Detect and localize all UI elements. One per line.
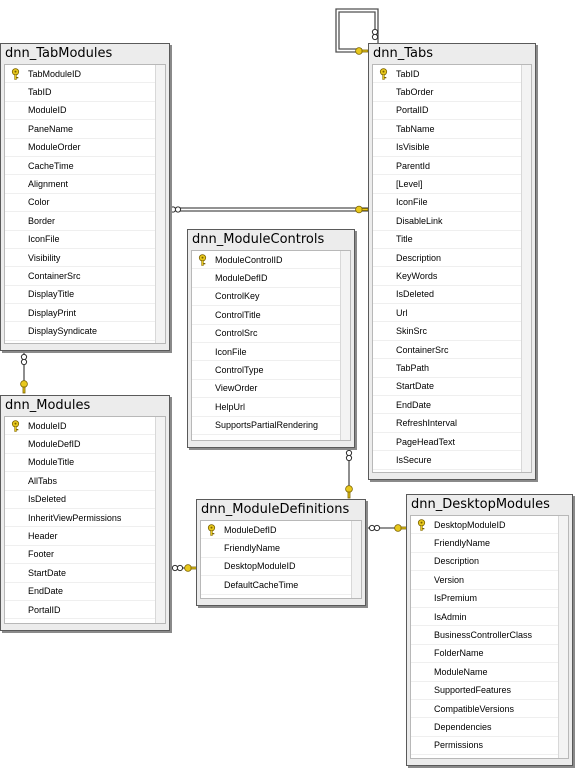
infinity-icon [170,207,180,212]
field-row[interactable] [5,267,165,285]
field-row[interactable] [201,521,361,539]
field-row[interactable] [373,139,531,157]
field-name: ControlTitle [215,309,261,320]
infinity-icon [172,565,182,570]
field-list [4,64,166,344]
field-row[interactable] [5,472,165,490]
key-icon [5,68,26,80]
field-name: ModuleDefID [215,273,268,284]
field-row[interactable] [5,564,165,582]
field-name: BusinessControllerClass [434,630,533,641]
field-name: ContainerSrc [28,270,81,281]
field-row[interactable] [5,83,165,101]
field-name: SupportedFeatures [434,685,512,696]
field-name: Dependencies [434,721,492,732]
field-name: IconFile [28,234,60,245]
field-row[interactable] [5,157,165,175]
field-row[interactable] [192,343,350,361]
field-row[interactable] [411,608,568,626]
field-name: ModuleID [28,420,67,431]
field-name: Description [396,252,442,263]
field-row[interactable] [411,663,568,681]
field-row[interactable] [373,341,531,359]
table-title: dnn_Modules [5,398,91,413]
field-row[interactable] [373,249,531,267]
field-name: HelpUrl [215,401,246,412]
field-row[interactable] [411,718,568,736]
field-list [410,515,569,759]
field-row[interactable] [192,306,350,324]
field-row[interactable] [192,380,350,398]
field-row[interactable] [411,682,568,700]
field-name: FriendlyName [434,538,491,549]
field-row[interactable] [411,553,568,571]
field-name: CacheTime [28,160,74,171]
field-name: FolderName [434,648,484,659]
field-name: ModuleOrder [28,142,81,153]
field-row[interactable] [201,539,361,557]
field-name: PortalID [28,604,61,615]
field-row[interactable] [201,558,361,576]
field-name: ModuleName [434,666,488,677]
field-name: ModuleTitle [28,457,75,468]
field-name: ModuleID [28,105,67,116]
field-name: DisableLink [396,215,443,226]
field-name: Title [396,234,413,245]
field-name: TabPath [396,362,430,373]
field-row[interactable] [373,157,531,175]
field-row[interactable] [411,737,568,755]
key-icon [356,48,368,55]
field-row[interactable] [5,212,165,230]
field-row[interactable] [373,433,531,451]
field-name: ViewOrder [215,383,258,394]
field-name: DefaultCacheTime [224,579,299,590]
field-name: TabName [396,123,435,134]
field-name: Footer [28,549,55,560]
field-row[interactable] [373,304,531,322]
field-name: IsSecure [396,454,432,465]
key-icon [201,524,222,536]
table-dnn-tabmodules[interactable] [0,43,170,351]
field-row[interactable] [373,451,531,469]
field-name: SkinSrc [396,326,428,337]
key-icon [373,68,394,80]
key-icon [192,254,213,266]
field-row[interactable] [5,231,165,249]
field-row[interactable] [5,194,165,212]
field-name: RefreshInterval [396,418,458,429]
field-row[interactable] [5,527,165,545]
field-row[interactable] [411,590,568,608]
field-row[interactable] [5,286,165,304]
field-name: TabID [396,68,420,79]
field-row[interactable] [373,286,531,304]
field-name: DesktopModuleID [434,519,506,530]
field-name: FriendlyName [224,543,281,554]
field-name: ParentId [396,160,431,171]
field-name: Alignment [28,179,69,190]
field-row[interactable] [373,212,531,230]
field-name: KeyWords [396,270,438,281]
field-name: ModuleDefID [28,439,81,450]
field-row[interactable] [411,571,568,589]
key-icon [21,381,28,393]
infinity-icon [372,29,377,39]
scrollbar[interactable] [155,417,165,623]
field-row[interactable] [411,534,568,552]
field-row[interactable] [192,251,350,269]
field-name: EndDate [396,399,432,410]
infinity-icon [346,450,351,460]
field-row[interactable] [192,288,350,306]
field-row[interactable] [5,120,165,138]
table-dnn-moduledefinitions[interactable] [196,499,366,606]
key-icon [5,420,26,432]
field-row[interactable] [5,454,165,472]
field-name: IconFile [396,197,428,208]
field-row[interactable] [373,102,531,120]
field-name: TabID [28,87,52,98]
field-name: Border [28,215,56,226]
field-name: ModuleDefID [224,524,277,535]
field-row[interactable] [192,417,350,435]
table-title: dnn_TabModules [5,46,113,61]
table-dnn-tabs[interactable] [368,43,536,480]
field-name: Url [396,307,408,318]
field-name: Visibility [28,252,61,263]
infinity-icon [21,354,26,364]
field-name: DisplaySyndicate [28,326,98,337]
field-name: TabOrder [396,87,434,98]
field-name: ContainerSrc [396,344,449,355]
table-dnn-desktopmodules[interactable] [406,494,573,766]
field-name: DisplayPrint [28,307,77,318]
field-name: IsPremium [434,593,478,604]
field-list [191,250,351,441]
field-name: ControlKey [215,291,260,302]
infinity-icon [369,525,379,530]
field-row[interactable] [5,417,165,435]
field-name: Description [434,556,480,567]
field-name: IconFile [215,346,247,357]
field-list [200,520,362,599]
field-name: ControlSrc [215,328,258,339]
field-name: [Level] [396,179,423,190]
field-name: Color [28,197,50,208]
field-row[interactable] [5,102,165,120]
field-name: Version [434,574,465,585]
field-row[interactable] [5,601,165,619]
field-name: Header [28,531,58,542]
field-row[interactable] [373,396,531,414]
field-name: IsAdmin [434,611,467,622]
field-row[interactable] [5,491,165,509]
field-row[interactable] [5,435,165,453]
field-row[interactable] [5,322,165,340]
field-row[interactable] [411,700,568,718]
field-name: PaneName [28,123,74,134]
field-name: SupportsPartialRendering [215,420,319,431]
field-name: TabModuleID [28,68,82,79]
scrollbar[interactable] [351,521,361,598]
field-row[interactable] [373,231,531,249]
field-row[interactable] [201,576,361,594]
field-name: ModuleControlID [215,254,283,265]
table-title: dnn_DesktopModules [411,497,550,512]
field-row[interactable] [5,546,165,564]
field-row[interactable] [373,322,531,340]
field-name: IsDeleted [396,289,435,300]
table-title: dnn_ModuleControls [192,232,325,247]
scrollbar[interactable] [155,65,165,343]
field-row[interactable] [373,83,531,101]
field-row[interactable] [192,398,350,416]
field-row[interactable] [373,378,531,396]
field-name: DisplayTitle [28,289,75,300]
field-name: EndDate [28,586,64,597]
field-list [4,416,166,624]
field-row[interactable] [5,249,165,267]
table-dnn-modulecontrols[interactable] [187,229,355,448]
field-row[interactable] [373,65,531,83]
table-title: dnn_Tabs [373,46,434,61]
field-name: StartDate [28,567,67,578]
field-row[interactable] [411,516,568,534]
field-name: CompatibleVersions [434,703,515,714]
field-name: StartDate [396,381,435,392]
field-row[interactable] [192,361,350,379]
key-icon [346,486,353,498]
field-row[interactable] [5,65,165,83]
field-name: AllTabs [28,475,58,486]
field-name: IsDeleted [28,494,67,505]
field-name: Permissions [434,740,484,751]
field-row[interactable] [373,267,531,285]
field-list [372,64,532,473]
field-name: DesktopModuleID [224,561,296,572]
field-name: PageHeadText [396,436,456,447]
field-name: ControlType [215,365,264,376]
field-row[interactable] [192,325,350,343]
field-row[interactable] [5,304,165,322]
scrollbar[interactable] [521,65,531,472]
field-row[interactable] [373,414,531,432]
field-row[interactable] [373,175,531,193]
scrollbar[interactable] [558,516,568,758]
field-name: IsVisible [396,142,430,153]
table-title: dnn_ModuleDefinitions [201,502,350,517]
field-row[interactable] [373,359,531,377]
field-row[interactable] [192,269,350,287]
field-name: InheritViewPermissions [28,512,122,523]
table-dnn-modules[interactable] [0,395,170,631]
field-row[interactable] [373,120,531,138]
field-name: PortalID [396,105,429,116]
field-row[interactable] [5,509,165,527]
field-row[interactable] [373,194,531,212]
field-row[interactable] [5,139,165,157]
field-row[interactable] [5,175,165,193]
scrollbar[interactable] [340,251,350,440]
field-row[interactable] [411,645,568,663]
key-icon [356,206,368,213]
field-row[interactable] [5,583,165,601]
key-icon [411,519,432,531]
field-row[interactable] [411,626,568,644]
